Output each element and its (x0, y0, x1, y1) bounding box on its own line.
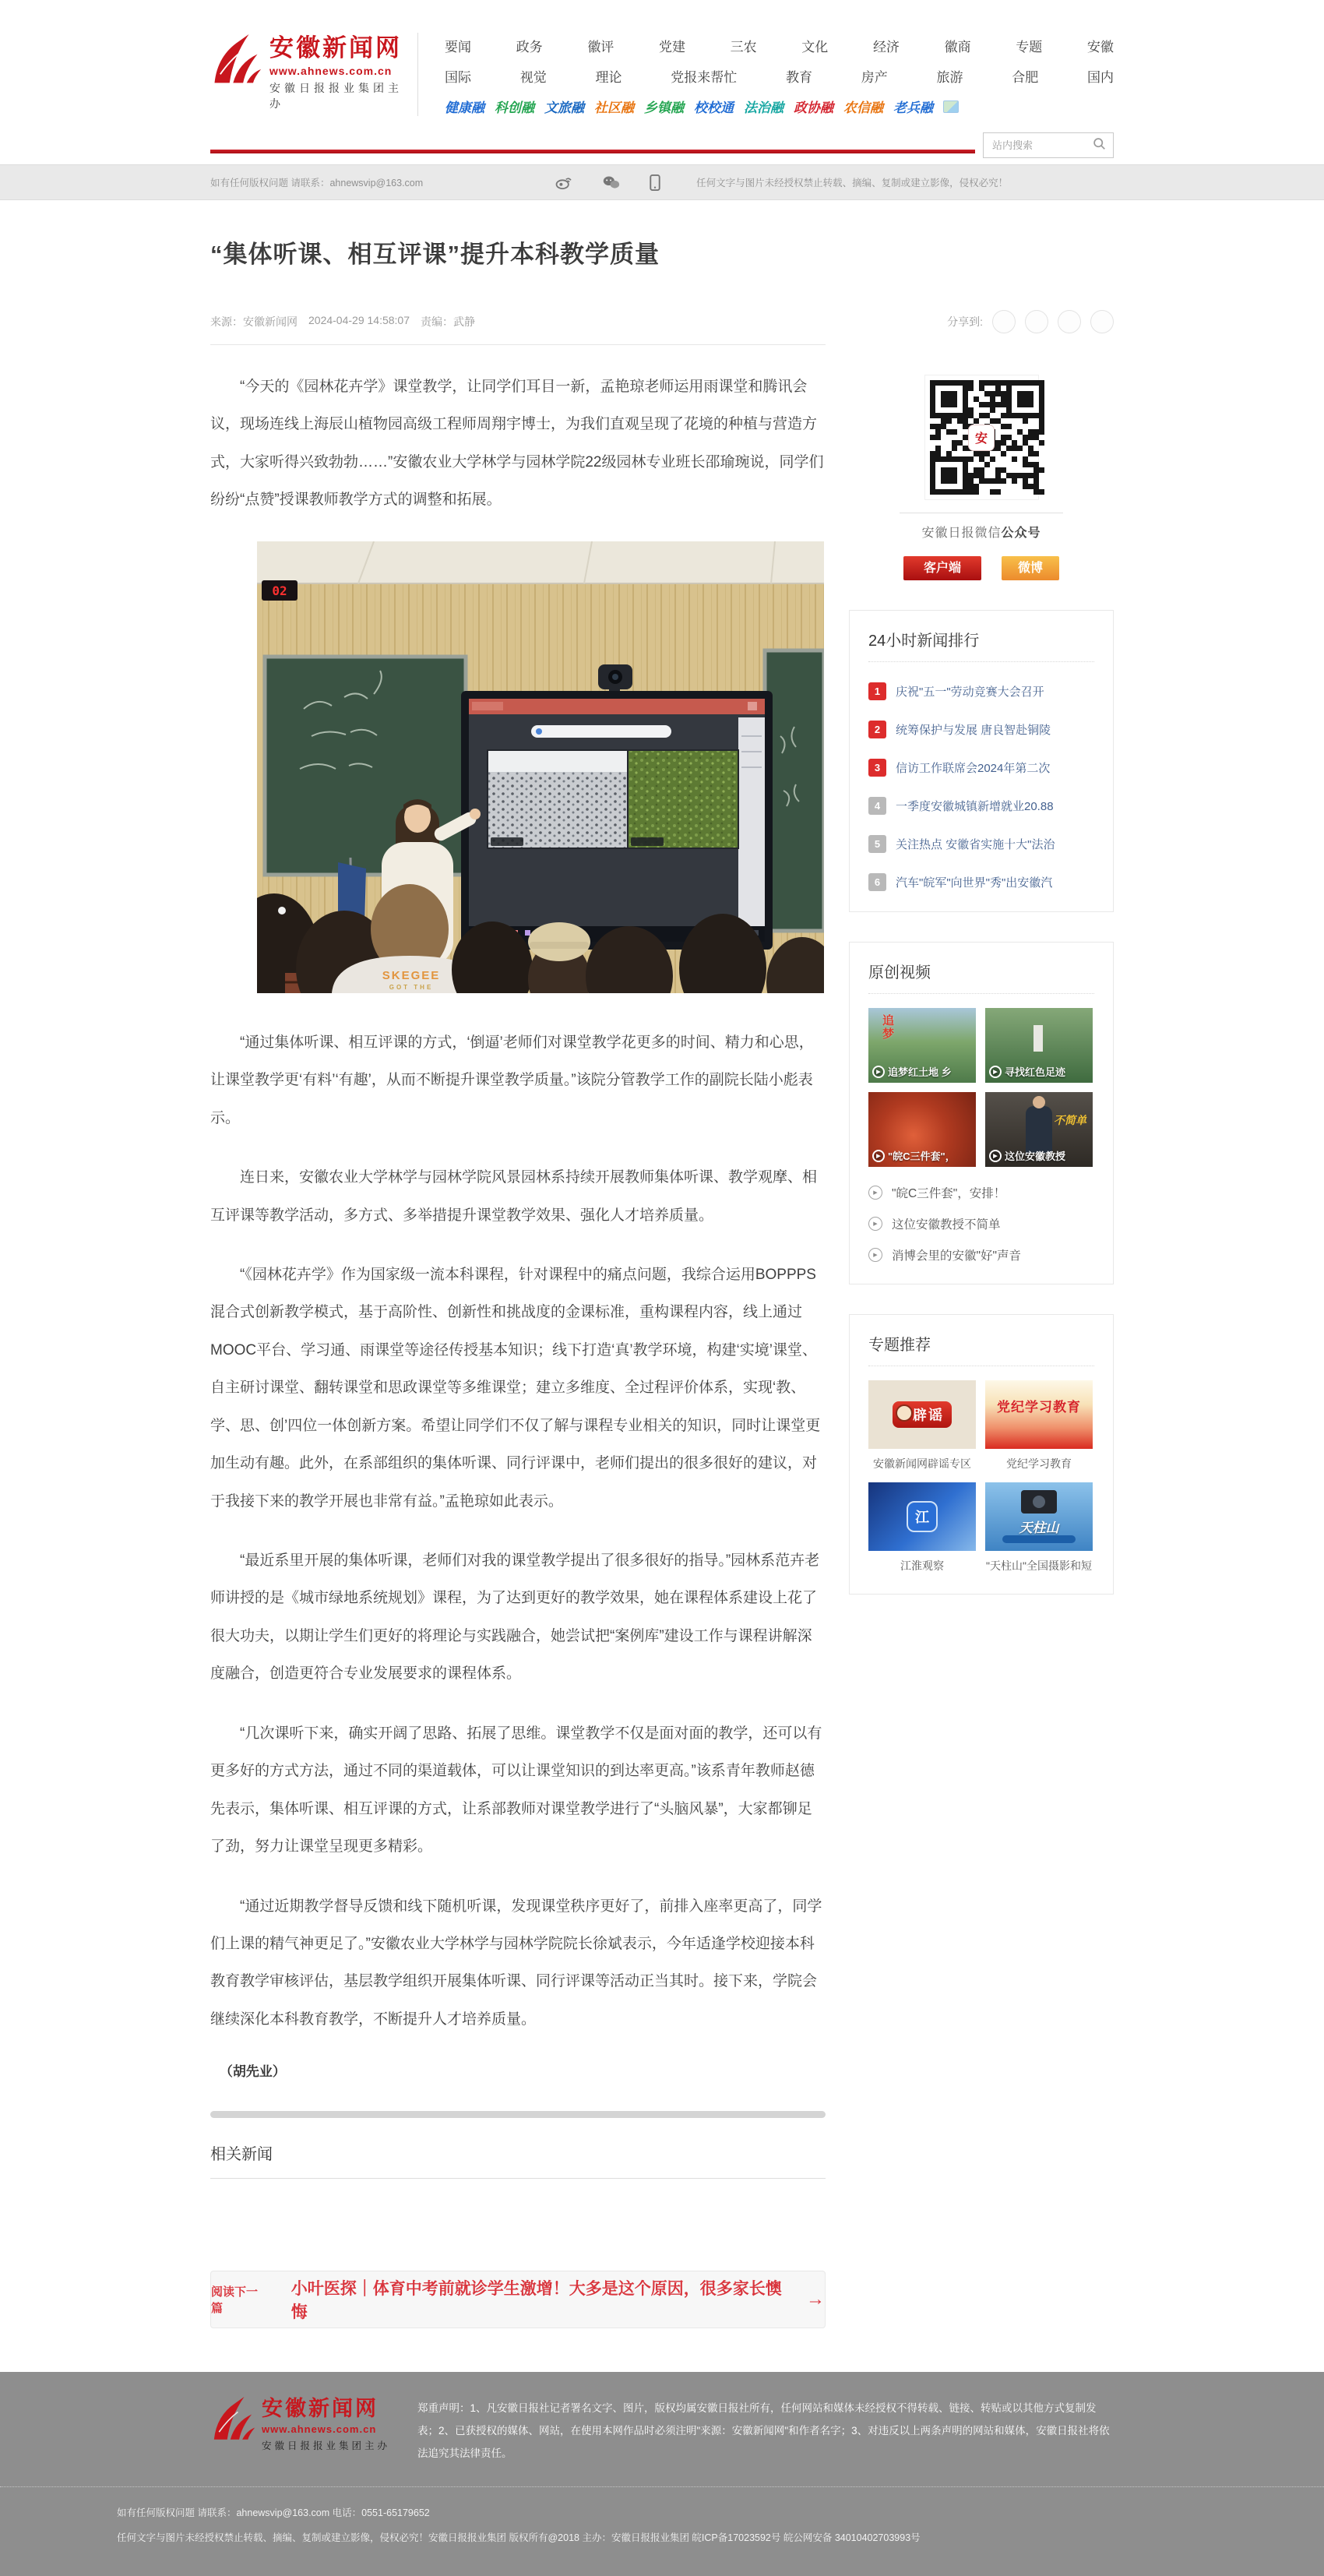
mobile-icon[interactable] (650, 174, 660, 191)
nav-item[interactable]: 要闻 (445, 40, 471, 55)
rank-badge: 2 (868, 721, 886, 738)
topics-box (849, 1314, 1114, 1595)
article-image (257, 541, 824, 993)
nav-item[interactable]: 专题 (1016, 40, 1043, 55)
site-name: 安徽新闻网 (269, 34, 402, 62)
meta-divider (210, 344, 826, 345)
related-news-title: 相关新闻 (210, 2146, 273, 2164)
rank-badge: 6 (868, 873, 886, 891)
nav-item[interactable]: 视觉 (519, 70, 547, 85)
nav-item[interactable]: 党报来帮忙 (671, 70, 738, 85)
share-icon-3[interactable] (1058, 310, 1081, 333)
weibo-icon[interactable] (555, 175, 572, 189)
article-title: “集体听课、相互评课”提升本科教学质量 (210, 241, 660, 268)
play-icon: ▶ (989, 1150, 1002, 1162)
related-underline (210, 2178, 826, 2179)
video-list-item[interactable]: ▶ 这位安徽教授不简单 (868, 1215, 1094, 1232)
topics-title: 专题推荐 (868, 1332, 1094, 1366)
notice-right-text: 任何文字与图片未经授权禁止转载、摘编、复制或建立影像，侵权必究！ (696, 178, 1009, 189)
article-body (210, 368, 826, 2328)
footer-contact-line: 如有任何版权问题 请联系：ahnewsvip@163.com 电话：0551-65179652 (117, 2507, 430, 2519)
channel-tag[interactable]: 社区融 (594, 100, 634, 115)
channel-tag[interactable]: 科创融 (495, 100, 534, 115)
wechat-icon[interactable] (602, 175, 620, 190)
ranking-item[interactable]: 1 庆祝"五一"劳动竞赛大会召开 (868, 682, 1094, 700)
next-article-bar[interactable] (210, 2271, 826, 2328)
classroom-photo-illustration (257, 541, 824, 993)
related-divider-bar (210, 2111, 826, 2118)
right-chalkboard (765, 650, 824, 931)
article-source: 来源：安徽新闻网 (210, 315, 298, 328)
share-icon-4[interactable] (1090, 310, 1114, 333)
topic-item[interactable]: 天柱山 "天柱山"全国摄影和短 (985, 1482, 1093, 1573)
article-paragraph: “通过近期教学督导反馈和线下随机听课，发现课堂秩序更好了，前排入座率更高了，同学们上课的精气神更足了。”安徽农业大学林学与园林学院院长徐斌表示，今年适逢学校迎接本科教育教学审核评估，基层教学组织开展集体听课、同行评课等活动正当其时。接下来，学院会继续深化本科教育教学，不断提升人才培养质量。 (210, 1898, 822, 2028)
next-article-label: 阅读下一篇 (211, 2285, 259, 2316)
nav-item[interactable]: 政务 (516, 40, 543, 55)
play-circle-icon: ▶ (868, 1186, 882, 1200)
topic-item[interactable]: 江 江淮观察 (868, 1482, 976, 1573)
projection-screen (461, 691, 773, 950)
logo-fan-icon (210, 33, 262, 87)
nav-item[interactable]: 理论 (595, 70, 622, 85)
play-icon: ▶ (989, 1066, 1002, 1078)
footer-statement: 郑重声明：1、凡安徽日报社记者署名文字、图片，版权均属安徽日报社所有，任何网站和媒体未经授权不得转载、链接、转贴或以其他方式复制发表；2、已获授权的媒体、网站，在使用本网作品时必须注明"来源：安徽新闻网"和作者名字；3、对违反以上两条声明的网站和媒体，安徽日报社将依法追究其法律责任。 (417, 2402, 1110, 2460)
channel-tag[interactable]: 法治融 (744, 100, 783, 115)
article-paragraph: “《园林花卉学》作为国家级一流本科课程，针对课程中的痛点问题，我综合运用BOPPPS混合式创新教学模式，基于高阶性、创新性和挑战度的金课标准，重构课程内容，线上通过MOOC平台、学习通、雨课堂等途径传授基本知识；线下打造‘真’教学环境，构建‘实境’课堂、自主研讨课堂、翻转课堂和思政课堂等多维课堂；建立多维度、全过程评价体系，实现‘教、学、思、创’四位一体创新方案。希望让同学们不仅了解与课程专业相关的知识，同时让课堂更加生动有趣。此外，在系部组织的集体听课、同行评课中，老师们提出的很多很好的建议，对于我接下来的教学开展也非常有益。”孟艳琼如此表示。 (210, 1266, 821, 1510)
search-input[interactable] (991, 139, 1093, 152)
play-icon: ▶ (872, 1150, 885, 1162)
channel-tag[interactable]: 老兵融 (893, 100, 933, 115)
ranking-item[interactable]: 3 信访工作联席会2024年第二次 (868, 759, 1094, 777)
qr-center-logo: 安 (968, 425, 995, 451)
channel-tag[interactable]: 校校通 (694, 100, 734, 115)
footer-copyright-line: 任何文字与图片未经授权禁止转载、摘编、复制或建立影像，侵权必究！安徽日报报业集团 版权所有@2018 主办：安徽日报报业集团 皖ICP备17023592号 皖公网安备 34010402703993号 (117, 2532, 921, 2543)
video-list-item[interactable]: ▶ 消博会里的安徽"好"声音 (868, 1246, 1094, 1263)
ranking-item[interactable]: 2 统筹保护与发展 唐良智赴铜陵 (868, 721, 1094, 738)
camera-icon (1021, 1490, 1057, 1514)
channel-tag[interactable]: 健康融 (445, 100, 484, 115)
ranking-title: 24小时新闻排行 (868, 628, 1094, 662)
wechat-qr-block (849, 368, 1114, 580)
footer-logo: 安徽新闻网 www.ahnews.com.cn 安徽日报报业集团主办 (210, 2395, 397, 2465)
site-search[interactable] (983, 132, 1114, 158)
original-videos-box (849, 942, 1114, 1284)
channel-tag[interactable]: 农信融 (843, 100, 883, 115)
nav-item[interactable]: 安徽 (1086, 40, 1114, 55)
qr-code (924, 375, 1039, 500)
video-thumbnail[interactable]: 追梦 ▶ 追梦红土地 乡 (868, 1008, 976, 1083)
article-paragraph: “最近系里开展的集体听课，老师们对我的课堂教学提出了很多很好的指导。”园林系范卉老师讲授的是《城市绿地系统规划》课程，为了达到更好的教学效果，她在课程体系建设上花了很大功夫，以期让学生们更好的将理论与实践融合，她尝试把“案例库”建设工作与课程讲解深度融合，创造更符合专业发展要求的课程体系。 (210, 1552, 820, 1683)
nav-item[interactable]: 国际 (445, 70, 471, 85)
article-time: 2024-04-29 14:58:07 (308, 314, 410, 326)
video-thumbnail[interactable]: 不简单 ▶ 这位安徽教授 (985, 1092, 1093, 1167)
share-label: 分享到: (947, 315, 983, 328)
site-footer (0, 2372, 1324, 2576)
article-paragraph: 连日来，安徽农业大学林学与园林学院风景园林系持续开展教师集体听课、教学观摩、相互评课等教学活动，多方式、多举措提升课堂教学效果、强化人才培养质量。 (210, 1169, 818, 1224)
topic-item[interactable]: 辟谣 安徽新闻网辟谣专区 (868, 1380, 976, 1471)
article-author: （胡先业） (219, 2064, 286, 2080)
image-icon[interactable] (943, 100, 959, 113)
nav-item[interactable]: 房产 (861, 70, 888, 85)
article-editor: 责编：武静 (421, 315, 475, 328)
channel-tags-row (445, 97, 1114, 116)
ranking-item[interactable]: 5 关注热点 安徽省实施十大"法治 (868, 835, 1094, 853)
videos-title: 原创视频 (868, 960, 1094, 994)
nav-item[interactable]: 文化 (801, 40, 829, 55)
video-list-item[interactable]: ▶ "皖C三件套"，安排！ (868, 1184, 1094, 1201)
contest-banner (1002, 1535, 1076, 1543)
nav-item[interactable]: 三农 (730, 40, 757, 55)
play-circle-icon: ▶ (868, 1217, 882, 1231)
article-paragraph: “通过集体听课、相互评课的方式，‘倒逼’老师们对课堂教学花更多的时间、精力和心思，让课堂教学更‘有料’‘有趣’，从而不断提升课堂教学质量。”该院分管教学工作的副院长陆小彪表示。 (210, 1034, 814, 1126)
channel-tag[interactable]: 乡镇融 (644, 100, 684, 115)
rank-badge: 1 (868, 682, 886, 700)
play-circle-icon: ▶ (868, 1248, 882, 1262)
share-icon-2[interactable] (1025, 310, 1048, 333)
nav-row-2 (445, 66, 1114, 86)
svg-text:SKEGEE: SKEGEE (382, 968, 441, 982)
ranking-box (849, 610, 1114, 912)
person-silhouette (1026, 1106, 1052, 1153)
rank-badge: 5 (868, 835, 886, 853)
site-url: www.ahnews.com.cn (269, 64, 393, 77)
notice-left-text: 如有任何版权问题 请联系：ahnewsvip@163.com (210, 178, 424, 189)
play-icon: ▶ (872, 1066, 885, 1078)
ranking-item[interactable]: 4 一季度安徽城镇新增就业20.88 (868, 797, 1094, 815)
share-icon-1[interactable] (992, 310, 1016, 333)
svg-text:02: 02 (272, 583, 287, 598)
rank-badge: 3 (868, 759, 886, 777)
monument-shape (1033, 1025, 1043, 1052)
next-article-title[interactable]: 小叶医探｜体育中考前就诊学生激增！大多是这个原因，很多家长懊悔 (291, 2280, 782, 2322)
article-paragraph: “几次课听下来，确实开阔了思路、拓展了思维。课堂教学不仅是面对面的教学，还可以有更多好的方式方法，通过不同的渠道载体，可以让课堂知识的到达率更高。”该系青年教师赵德先表示，集体听课、相互评课的方式，让系部教师对课堂教学进行了“头脑风暴”，大家都铆足了劲，努力让课堂呈现更多精彩。 (210, 1725, 822, 1855)
nav-item[interactable]: 国内 (1087, 70, 1114, 85)
rank-badge: 4 (868, 797, 886, 815)
qr-caption: 安徽日报微信公众号 (921, 527, 1041, 540)
video-thumbnail[interactable]: ▶ 寻找红色足迹 (985, 1008, 1093, 1083)
sidebar (849, 368, 1114, 2328)
svg-text:GOT THE: GOT THE (389, 983, 434, 991)
nav-item[interactable]: 经济 (872, 40, 900, 55)
video-thumbnail[interactable]: ▶ "皖C三件套"， (868, 1092, 976, 1167)
site-header (0, 0, 1324, 158)
app-icon: 江 (907, 1501, 938, 1532)
site-logo[interactable] (210, 33, 405, 111)
article-paragraph: “今天的《园林花卉学》课堂教学，让同学们耳目一新，孟艳琼老师运用雨课堂和腾讯会议，现场连线上海辰山植物园高级工程师周翔宇博士，为我们直观呈现了花境的种植与营造方式，大家听得兴致勃勃……”安徽农业大学林学与园林学院22级园林专业班长邵瑜琬说，同学们纷纷“点赞”授课教师教学方式的调整和拓展。 (210, 379, 824, 509)
arrow-right-icon: → (806, 2289, 825, 2310)
search-icon[interactable] (1093, 137, 1106, 154)
channel-tag[interactable]: 政协融 (794, 100, 833, 115)
copyright-notice-bar (0, 164, 1324, 200)
nav-item[interactable]: 旅游 (936, 70, 963, 85)
nav-item[interactable]: 徽商 (944, 40, 971, 55)
nav-row-1 (445, 36, 1114, 55)
header-red-line (210, 150, 975, 153)
logo-fan-icon (210, 2395, 255, 2465)
ranking-item[interactable]: 6 汽车"皖军"向世界"秀"出安徽汽 (868, 873, 1094, 891)
topic-item[interactable]: 党纪学习教育 党纪学习教育 (985, 1380, 1093, 1471)
client-app-button[interactable]: 客户端 (903, 556, 981, 580)
nav-item[interactable]: 教育 (786, 70, 812, 85)
site-slogan: 安徽日报报业集团主办 (269, 81, 403, 110)
led-timer (262, 580, 298, 601)
channel-tag[interactable]: 文旅融 (544, 100, 584, 115)
nav-item[interactable]: 党建 (658, 40, 685, 55)
nav-item[interactable]: 徽评 (587, 40, 614, 55)
nav-item[interactable]: 合肥 (1012, 70, 1039, 85)
weibo-button[interactable]: 微博 (1002, 556, 1059, 580)
